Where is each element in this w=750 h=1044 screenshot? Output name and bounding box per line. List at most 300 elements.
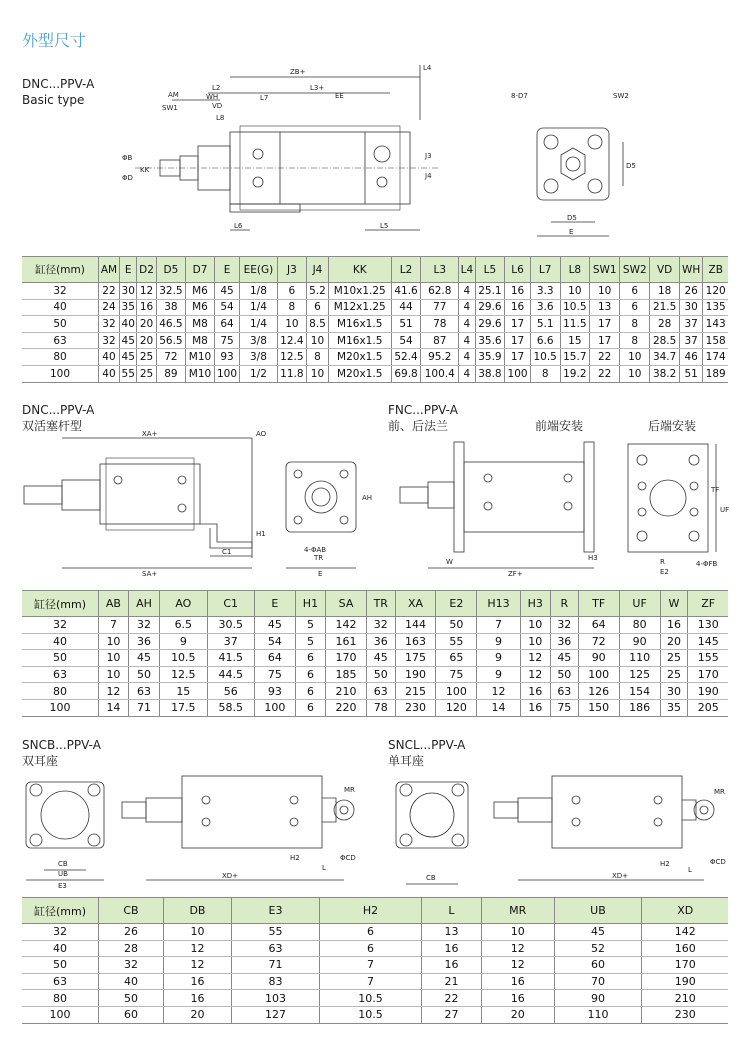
- label-phib: ΦB: [122, 154, 133, 162]
- table-cell: 190: [642, 973, 728, 990]
- table-cell: 30: [119, 283, 136, 300]
- label-cb: CB: [426, 874, 436, 882]
- col-zb: ZB: [703, 257, 728, 283]
- table-cell: 13: [421, 924, 481, 941]
- table-row: [22, 990, 728, 1007]
- table-cell: 5: [295, 633, 325, 650]
- table-cell: 135: [703, 299, 728, 316]
- label-ub: UB: [58, 870, 68, 878]
- table-cell: 51: [679, 365, 702, 382]
- table-cell: 80: [619, 617, 660, 634]
- table-cell: 56: [207, 683, 254, 700]
- table-cell: 9: [477, 633, 520, 650]
- dimension-table-mounting: [22, 590, 728, 717]
- table-header-row: [22, 591, 728, 617]
- table-cell: M16x1.5: [328, 316, 391, 333]
- table-cell: 4: [459, 283, 475, 300]
- table-cell: 38.2: [650, 365, 680, 382]
- basic-desc: Basic type: [22, 93, 85, 107]
- table-cell: 22: [590, 365, 620, 382]
- table-cell: 36: [128, 633, 159, 650]
- table-cell: 45: [214, 283, 240, 300]
- table-cell: 32: [550, 617, 578, 634]
- table-cell: 28: [650, 316, 680, 333]
- table-cell: 3/8: [240, 332, 277, 349]
- label-xd: XD+: [222, 872, 239, 880]
- table-row: [22, 683, 728, 700]
- col-wh: WH: [679, 257, 702, 283]
- table-cell: 32: [128, 617, 159, 634]
- table-cell: 10: [481, 924, 554, 941]
- table-cell: 230: [642, 1006, 728, 1023]
- table-cell: 16: [481, 990, 554, 1007]
- table-cell: 12: [163, 957, 231, 974]
- table-cell: 10: [520, 633, 550, 650]
- table-cell: 125: [619, 666, 660, 683]
- table-cell: 6: [620, 283, 650, 300]
- col-r: R: [550, 591, 578, 617]
- col-h2: H2: [320, 898, 422, 924]
- bore-cell: 100: [22, 1006, 99, 1023]
- table-cell: 20: [163, 1006, 231, 1023]
- label-zf: ZF+: [508, 570, 523, 578]
- table-cell: 230: [395, 699, 436, 716]
- col-h3: H3: [520, 591, 550, 617]
- table-cell: 8: [307, 349, 329, 366]
- table-cell: 36: [366, 633, 395, 650]
- table-cell: 10: [99, 650, 129, 667]
- bore-cell: 32: [22, 283, 99, 300]
- bore-cell: 40: [22, 633, 99, 650]
- table-cell: 32: [366, 617, 395, 634]
- table-cell: 17: [505, 316, 531, 333]
- table-cell: 55: [119, 365, 136, 382]
- table-cell: 75: [254, 666, 295, 683]
- table-cell: 10.5: [560, 299, 590, 316]
- col-l5: L5: [475, 257, 505, 283]
- table-cell: 100: [578, 666, 619, 683]
- table-cell: 50: [550, 666, 578, 683]
- basic-side-drawing: [120, 60, 450, 245]
- table-cell: 110: [619, 650, 660, 667]
- table-cell: 12: [163, 940, 231, 957]
- table-cell: 170: [326, 650, 367, 667]
- table-cell: 6: [307, 299, 329, 316]
- table-cell: 12: [481, 940, 554, 957]
- label-8d7: 8-D7: [511, 92, 528, 100]
- col-cb: CB: [99, 898, 164, 924]
- table-row: [22, 1006, 728, 1023]
- table-cell: 78: [366, 699, 395, 716]
- label-c1: C1: [222, 548, 232, 556]
- col-xa: XA: [395, 591, 436, 617]
- table-cell: 130: [688, 617, 728, 634]
- table-cell: 7: [477, 617, 520, 634]
- table-cell: 170: [688, 666, 728, 683]
- table-cell: 45: [366, 650, 395, 667]
- table-cell: 100: [214, 365, 240, 382]
- table-cell: 10: [620, 365, 650, 382]
- col-w: W: [660, 591, 688, 617]
- col-l2: L2: [391, 257, 421, 283]
- table-cell: 12: [520, 650, 550, 667]
- double-ear-desc: 双耳座: [22, 754, 59, 768]
- table-cell: 37: [679, 316, 702, 333]
- table-cell: 190: [688, 683, 728, 700]
- table-cell: 24: [99, 299, 120, 316]
- table-cell: 12: [481, 957, 554, 974]
- bore-cell: 50: [22, 650, 99, 667]
- label-l2: L2: [212, 84, 221, 92]
- table-cell: 103: [232, 990, 320, 1007]
- table-cell: 16: [421, 940, 481, 957]
- table-cell: 6: [320, 924, 422, 941]
- table-cell: 12: [99, 683, 129, 700]
- table-cell: 170: [642, 957, 728, 974]
- table-row: [22, 633, 728, 650]
- table-cell: 52.4: [391, 349, 421, 366]
- table-row: [22, 299, 728, 316]
- table-cell: 22: [421, 990, 481, 1007]
- table-cell: 93: [254, 683, 295, 700]
- table-cell: 17.5: [160, 699, 207, 716]
- table-cell: 20: [137, 316, 156, 333]
- table-cell: 10: [620, 349, 650, 366]
- table-cell: 20: [481, 1006, 554, 1023]
- table-cell: 45: [554, 924, 642, 941]
- table-cell: 55: [232, 924, 320, 941]
- single-ear-drawing: [392, 772, 737, 892]
- label-e2: E2: [660, 568, 669, 576]
- col-e2: E: [214, 257, 240, 283]
- table-row: [22, 365, 728, 382]
- table-cell: 50: [366, 666, 395, 683]
- table-cell: 10.5: [530, 349, 560, 366]
- table-cell: 63: [128, 683, 159, 700]
- table-cell: 64: [578, 617, 619, 634]
- table-cell: M8: [186, 316, 214, 333]
- table-cell: 69.8: [391, 365, 421, 382]
- table-cell: 90: [554, 990, 642, 1007]
- table-cell: 11.8: [277, 365, 307, 382]
- col-e: E: [119, 257, 136, 283]
- table-cell: 26: [679, 283, 702, 300]
- table-cell: 38: [156, 299, 186, 316]
- col-sa: SA: [326, 591, 367, 617]
- label-e3: E3: [58, 882, 67, 890]
- col-ah: AH: [128, 591, 159, 617]
- table-cell: 50: [128, 666, 159, 683]
- table-cell: 83: [232, 973, 320, 990]
- table-cell: 65: [436, 650, 477, 667]
- label-ah: AH: [362, 494, 373, 502]
- label-l5: L5: [380, 222, 389, 230]
- table1-body: [22, 283, 728, 383]
- table-cell: 27: [421, 1006, 481, 1023]
- flange-drawing: [398, 432, 728, 580]
- table-cell: 32: [99, 316, 120, 333]
- table-cell: M6: [186, 299, 214, 316]
- table-cell: 6: [320, 940, 422, 957]
- basic-model: DNC...PPV-A: [22, 77, 95, 91]
- table-cell: 9: [160, 633, 207, 650]
- label-4fb: 4-ΦFB: [696, 560, 718, 568]
- table-cell: 6.6: [530, 332, 560, 349]
- table-cell: 16: [481, 973, 554, 990]
- dimension-table-ear: [22, 897, 728, 1024]
- table-cell: 28.5: [650, 332, 680, 349]
- label-l4: L4: [423, 64, 432, 72]
- col-j4: J4: [307, 257, 329, 283]
- table-cell: 1/8: [240, 283, 277, 300]
- table-cell: 29.6: [475, 299, 505, 316]
- table-cell: 36: [550, 633, 578, 650]
- col-xd: XD: [642, 898, 728, 924]
- table-cell: 15: [560, 332, 590, 349]
- col-ub: UB: [554, 898, 642, 924]
- table-cell: 127: [232, 1006, 320, 1023]
- basic-end-drawing: [505, 88, 635, 243]
- col-h1: H1: [295, 591, 325, 617]
- table-cell: 30.5: [207, 617, 254, 634]
- label-4ab: 4-ΦAB: [304, 546, 327, 554]
- table-cell: 9: [477, 650, 520, 667]
- table-cell: 15.7: [560, 349, 590, 366]
- table-cell: M10: [186, 349, 214, 366]
- table-cell: 21: [421, 973, 481, 990]
- label-phid: ΦD: [122, 174, 133, 182]
- table-cell: 10: [520, 617, 550, 634]
- table-row: [22, 940, 728, 957]
- table-cell: 41.6: [391, 283, 421, 300]
- double-ear-model: SNCB...PPV-A: [22, 738, 101, 752]
- table-cell: 142: [642, 924, 728, 941]
- table-cell: 45: [119, 349, 136, 366]
- label-l3: L3+: [310, 84, 325, 92]
- table-cell: 62.8: [421, 283, 459, 300]
- table-cell: 14: [477, 699, 520, 716]
- table-cell: 50: [99, 990, 164, 1007]
- table-cell: 10: [560, 283, 590, 300]
- double-ear-caption: [22, 737, 101, 769]
- label-d5-h: D5: [567, 214, 577, 222]
- col-l3: L3: [421, 257, 459, 283]
- col-db: DB: [163, 898, 231, 924]
- table-row: [22, 957, 728, 974]
- table-cell: 17: [590, 316, 620, 333]
- double-rod-drawing: [22, 428, 382, 578]
- table-header-row: [22, 257, 728, 283]
- col-vd: VD: [650, 257, 680, 283]
- table-cell: 190: [395, 666, 436, 683]
- label-vd: VD: [212, 102, 223, 110]
- table-cell: 50: [436, 617, 477, 634]
- col-e2: E2: [436, 591, 477, 617]
- table-cell: 10: [307, 365, 329, 382]
- bore-cell: 63: [22, 666, 99, 683]
- table-cell: 95.2: [421, 349, 459, 366]
- table-cell: 12: [477, 683, 520, 700]
- table-cell: 160: [642, 940, 728, 957]
- table-cell: M20x1.5: [328, 365, 391, 382]
- table-cell: 1/4: [240, 299, 277, 316]
- table-cell: M16x1.5: [328, 332, 391, 349]
- table-cell: 126: [578, 683, 619, 700]
- table-cell: 45: [128, 650, 159, 667]
- table-cell: 145: [688, 633, 728, 650]
- table-cell: 16: [520, 683, 550, 700]
- table-cell: 8.5: [307, 316, 329, 333]
- page-title: 外型尺寸: [22, 31, 87, 50]
- table-cell: 25: [137, 349, 156, 366]
- label-mr: MR: [344, 786, 355, 794]
- table-cell: 100: [254, 699, 295, 716]
- bore-cell: 50: [22, 316, 99, 333]
- table-cell: 142: [326, 617, 367, 634]
- table-cell: 22: [590, 349, 620, 366]
- table-cell: 37: [207, 633, 254, 650]
- table-cell: 29.6: [475, 316, 505, 333]
- table-cell: 54: [391, 332, 421, 349]
- table-cell: 3/8: [240, 349, 277, 366]
- table-row: [22, 332, 728, 349]
- table-cell: 100: [436, 683, 477, 700]
- table-cell: 71: [232, 957, 320, 974]
- table-cell: 3.3: [530, 283, 560, 300]
- table-cell: 4: [459, 349, 475, 366]
- table-cell: 54: [254, 633, 295, 650]
- table-cell: 40: [99, 365, 120, 382]
- col-zf: ZF: [688, 591, 728, 617]
- table-cell: 46: [679, 349, 702, 366]
- label-e: E: [318, 570, 323, 578]
- table-cell: 144: [395, 617, 436, 634]
- table-cell: 87: [421, 332, 459, 349]
- table-cell: 158: [703, 332, 728, 349]
- table-cell: 100.4: [421, 365, 459, 382]
- table-cell: 70: [554, 973, 642, 990]
- table-cell: 210: [642, 990, 728, 1007]
- col-d5: D5: [156, 257, 186, 283]
- col-sw2: SW2: [620, 257, 650, 283]
- table-cell: 210: [326, 683, 367, 700]
- table-cell: 1/4: [240, 316, 277, 333]
- flange-caption: [388, 402, 458, 434]
- col-bore: 缸径(mm): [22, 898, 99, 924]
- table-cell: 45: [550, 650, 578, 667]
- label-h2: H2: [660, 860, 670, 868]
- table-cell: 63: [366, 683, 395, 700]
- col-j3: J3: [277, 257, 307, 283]
- table-cell: 26: [99, 924, 164, 941]
- label-am: AM: [168, 91, 179, 99]
- table-cell: 10: [99, 666, 129, 683]
- table-cell: 12.4: [277, 332, 307, 349]
- table-cell: 185: [326, 666, 367, 683]
- table-cell: 13: [590, 299, 620, 316]
- table-cell: 17: [505, 349, 531, 366]
- table-cell: 25: [660, 666, 688, 683]
- label-j4: J4: [425, 172, 432, 180]
- table-cell: 10: [163, 924, 231, 941]
- table-cell: 35.9: [475, 349, 505, 366]
- table-cell: 7: [99, 617, 129, 634]
- col-ee: EE(G): [240, 257, 277, 283]
- label-uf: UF: [720, 506, 730, 514]
- label-tf: TF: [711, 486, 720, 494]
- table-cell: 11.5: [560, 316, 590, 333]
- table-cell: 154: [619, 683, 660, 700]
- table-cell: 16: [660, 617, 688, 634]
- table-cell: 35: [660, 699, 688, 716]
- table-cell: 72: [156, 349, 186, 366]
- table-cell: 150: [578, 699, 619, 716]
- table-cell: 32.5: [156, 283, 186, 300]
- table-cell: M10: [186, 365, 214, 382]
- table-cell: 6: [295, 650, 325, 667]
- table-cell: 93: [214, 349, 240, 366]
- table-cell: 4: [459, 365, 475, 382]
- table-cell: 30: [679, 299, 702, 316]
- table-cell: 174: [703, 349, 728, 366]
- table-cell: 75: [436, 666, 477, 683]
- single-ear-caption: [388, 737, 465, 769]
- table-cell: 60: [99, 1006, 164, 1023]
- label-xa: XA+: [142, 430, 158, 438]
- table-row: [22, 617, 728, 634]
- label-ao: AO: [256, 430, 267, 438]
- label-sa: SA+: [142, 570, 158, 578]
- table-row: [22, 349, 728, 366]
- table-cell: 90: [619, 633, 660, 650]
- table2-body: [22, 617, 728, 717]
- table-cell: 51: [391, 316, 421, 333]
- table-cell: 16: [163, 990, 231, 1007]
- table-cell: 5: [295, 617, 325, 634]
- table-cell: 175: [395, 650, 436, 667]
- table-cell: M20x1.5: [328, 349, 391, 366]
- label-h3: H3: [588, 554, 598, 562]
- table-cell: 63: [232, 940, 320, 957]
- table-cell: 155: [688, 650, 728, 667]
- table-cell: 40: [99, 349, 120, 366]
- table-cell: M8: [186, 332, 214, 349]
- table3-body: [22, 924, 728, 1024]
- label-wh: WH: [206, 93, 219, 101]
- table-cell: 58.5: [207, 699, 254, 716]
- table-cell: 52: [554, 940, 642, 957]
- table-cell: 10.5: [320, 990, 422, 1007]
- bore-cell: 63: [22, 973, 99, 990]
- table-cell: 34.7: [650, 349, 680, 366]
- label-tr: TR: [314, 554, 324, 562]
- table-cell: 205: [688, 699, 728, 716]
- table-row: [22, 699, 728, 716]
- label-kk: KK: [140, 166, 150, 174]
- table-cell: 16: [505, 283, 531, 300]
- table-cell: 120: [703, 283, 728, 300]
- table-cell: 14: [99, 699, 129, 716]
- table-cell: 16: [520, 699, 550, 716]
- table-cell: 5.1: [530, 316, 560, 333]
- col-l6: L6: [505, 257, 531, 283]
- table-cell: 120: [436, 699, 477, 716]
- col-kk: KK: [328, 257, 391, 283]
- table-cell: 6: [295, 666, 325, 683]
- table-cell: 12.5: [277, 349, 307, 366]
- table-cell: 8: [530, 365, 560, 382]
- table-cell: 78: [421, 316, 459, 333]
